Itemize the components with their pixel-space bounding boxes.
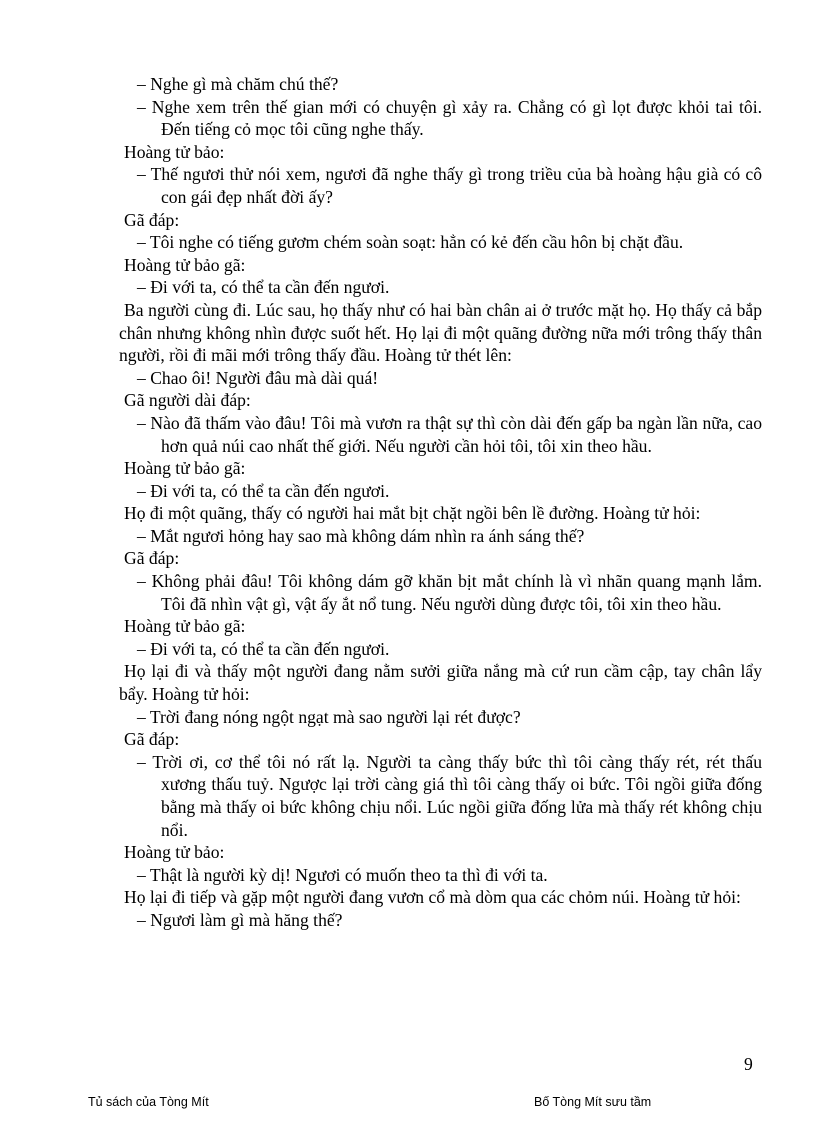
- dialogue-line: – Nghe gì mà chăm chú thế?: [137, 74, 339, 94]
- page-number: 9: [744, 1054, 753, 1074]
- dialogue-line: – Chao ôi! Người đâu mà dài quá!: [137, 367, 379, 388]
- dialogue-line: – Đi với ta, có thể ta cần đến ngươi.: [137, 277, 390, 298]
- speaker-line: Gã đáp:: [124, 729, 180, 750]
- speaker-line: Hoàng tử bảo gã:: [124, 616, 246, 637]
- narration-paragraph: Ba người cùng đi. Lúc sau, họ thấy như có hai bàn chân ai ở trước mặt họ. Họ thấy cả bắp chân nhưng không nhìn được suốt hết. Họ lại đi một quãng đường nữa mới trông thấy thân người, rồi đi mãi mới trông thấy đầu. Hoàng tử thét lên:: [119, 299, 762, 366]
- narration-paragraph: Họ lại đi và thấy một người đang nằm sưởi giữa nắng mà cứ run cầm cập, tay chân lẩy bẩy. Hoàng tử hỏi:: [119, 661, 762, 705]
- story-body: [119, 73, 762, 932]
- dialogue-line: – Trời ơi, cơ thể tôi nó rất lạ. Người ta càng thấy bức thì tôi càng thấy rét, rét thấu xương thấu tuỷ. Ngược lại trời càng giá thì tôi càng thấy oi bức. Tôi ngồi giữa đống bằng mà thấy oi bức không chịu nổi. Lúc ngồi giữa đống lửa mà thấy rét không chịu nổi.: [137, 751, 762, 840]
- dialogue-line: – Tôi nghe có tiếng gươm chém soàn soạt: hẳn có kẻ đến cầu hôn bị chặt đầu.: [137, 232, 684, 253]
- dialogue-line: – Trời đang nóng ngột ngạt mà sao người lại rét được?: [137, 706, 521, 727]
- speaker-line: Hoàng tử bảo:: [124, 842, 225, 863]
- narration-paragraph: Họ lại đi tiếp và gặp một người đang vươn cổ mà dòm qua các chỏm núi. Hoàng tử hỏi:: [124, 887, 741, 908]
- speaker-line: Gã đáp:: [124, 548, 180, 569]
- dialogue-line: – Đi với ta, có thể ta cần đến ngươi.: [137, 480, 390, 501]
- narration-paragraph: Họ đi một quãng, thấy có người hai mắt bịt chặt ngồi bên lề đường. Hoàng tử hỏi:: [124, 503, 701, 524]
- speaker-line: Gã người dài đáp:: [124, 390, 251, 411]
- speaker-line: Hoàng tử bảo gã:: [124, 254, 246, 275]
- dialogue-line: – Nghe xem trên thế gian mới có chuyện gì xảy ra. Chẳng có gì lọt được khỏi tai tôi. Đến tiếng cỏ mọc tôi cũng nghe thấy.: [137, 96, 762, 140]
- speaker-line: Hoàng tử bảo:: [124, 141, 225, 162]
- dialogue-line: – Đi với ta, có thể ta cần đến ngươi.: [137, 638, 390, 659]
- speaker-line: Gã đáp:: [124, 209, 180, 230]
- dialogue-line: – Ngươi làm gì mà hăng thế?: [137, 909, 343, 930]
- footer-right-credit: Bố Tòng Mít sưu tầm: [534, 1095, 652, 1109]
- footer-left-credit: Tủ sách của Tòng Mít: [88, 1095, 209, 1109]
- dialogue-line: – Thật là người kỳ dị! Ngươi có muốn theo ta thì đi với ta.: [137, 864, 548, 885]
- dialogue-line: – Mắt ngươi hỏng hay sao mà không dám nhìn ra ánh sáng thế?: [137, 525, 585, 546]
- dialogue-line: – Không phải đâu! Tôi không dám gỡ khăn bịt mắt chính là vì nhãn quang mạnh lắm. Tôi đã nhìn vật gì, vật ấy ắt nổ tung. Nếu người dùng được tôi, tôi xin theo hầu.: [137, 571, 762, 614]
- speaker-line: Hoàng tử bảo gã:: [124, 458, 246, 479]
- dialogue-line: – Nào đã thấm vào đâu! Tôi mà vươn ra thật sự thì còn dài đến gấp ba ngàn lần nữa, cao hơn quả núi cao nhất thế giới. Nếu người cần hỏi tôi, tôi xin theo hầu.: [137, 412, 762, 456]
- dialogue-line: – Thế ngươi thử nói xem, ngươi đã nghe thấy gì trong triều của bà hoàng hậu già có cô con gái đẹp nhất đời ấy?: [137, 164, 762, 207]
